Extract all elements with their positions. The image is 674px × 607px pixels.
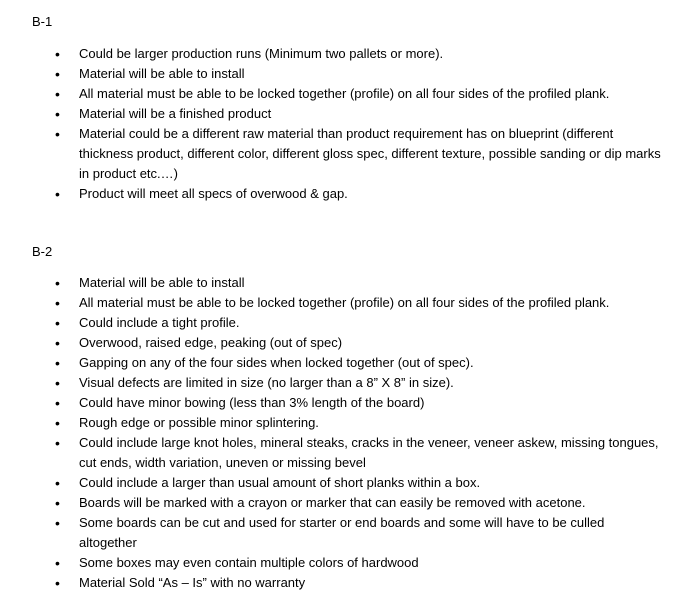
list-item-text: Could include large knot holes, mineral steaks, cracks in the veneer, veneer askew, missing tongues, cut ends, width variation, uneven or missing bevel [79, 435, 659, 470]
list-item-text: All material must be able to be locked together (profile) on all four sides of the profiled plank. [79, 86, 610, 101]
list-item [0, 184, 674, 204]
list-item [0, 573, 674, 593]
list-item [0, 433, 674, 473]
list-item-text: Material Sold “As – Is” with no warranty [79, 575, 306, 590]
list-item-text: Boards will be marked with a crayon or marker that can easily be removed with acetone. [79, 495, 586, 510]
list-item [0, 493, 674, 513]
list-item-text: Overwood, raised edge, peaking (out of spec) [79, 335, 343, 350]
list-item-text: Could include a tight profile. [79, 315, 240, 330]
list-item [0, 353, 674, 373]
list-item [0, 44, 674, 64]
list-item-text: Material will be able to install [79, 66, 245, 81]
list-item [0, 393, 674, 413]
list-item [0, 413, 674, 433]
list-item [0, 84, 674, 104]
list-item-text: Gapping on any of the four sides when locked together (out of spec). [79, 355, 474, 370]
list-item-text: Product will meet all specs of overwood & gap. [79, 186, 348, 201]
bullet-list [0, 273, 674, 593]
section-heading: B-2 [32, 244, 53, 259]
list-item-text: Some boards can be cut and used for starter or end boards and some will have to be culled altogether [79, 515, 605, 550]
list-item-text: Could include a larger than usual amount of short planks within a box. [79, 475, 481, 490]
list-item [0, 373, 674, 393]
list-item [0, 473, 674, 493]
list-item-text: Rough edge or possible minor splintering. [79, 415, 319, 430]
list-item-text: Could have minor bowing (less than 3% length of the board) [79, 395, 425, 410]
list-item [0, 313, 674, 333]
list-item-text: Material will be able to install [79, 275, 245, 290]
list-item [0, 104, 674, 124]
list-item-text: Material could be a different raw material than product requirement has on blueprint (different thickness product, different color, different gloss spec, different texture, possible sanding or dip marks in product etc.…) [79, 126, 661, 181]
bullet-list [0, 44, 674, 204]
list-item [0, 124, 674, 184]
list-item [0, 293, 674, 313]
section-heading: B-1 [32, 14, 53, 29]
list-item [0, 513, 674, 553]
list-item-text: Material will be a finished product [79, 106, 272, 121]
list-item-text: Some boxes may even contain multiple colors of hardwood [79, 555, 419, 570]
list-item-text: Could be larger production runs (Minimum two pallets or more). [79, 46, 444, 61]
list-item [0, 273, 674, 293]
list-item [0, 64, 674, 84]
list-item [0, 333, 674, 353]
list-item-text: Visual defects are limited in size (no larger than a 8” X 8” in size). [79, 375, 454, 390]
list-item [0, 553, 674, 573]
list-item-text: All material must be able to be locked together (profile) on all four sides of the profiled plank. [79, 295, 610, 310]
